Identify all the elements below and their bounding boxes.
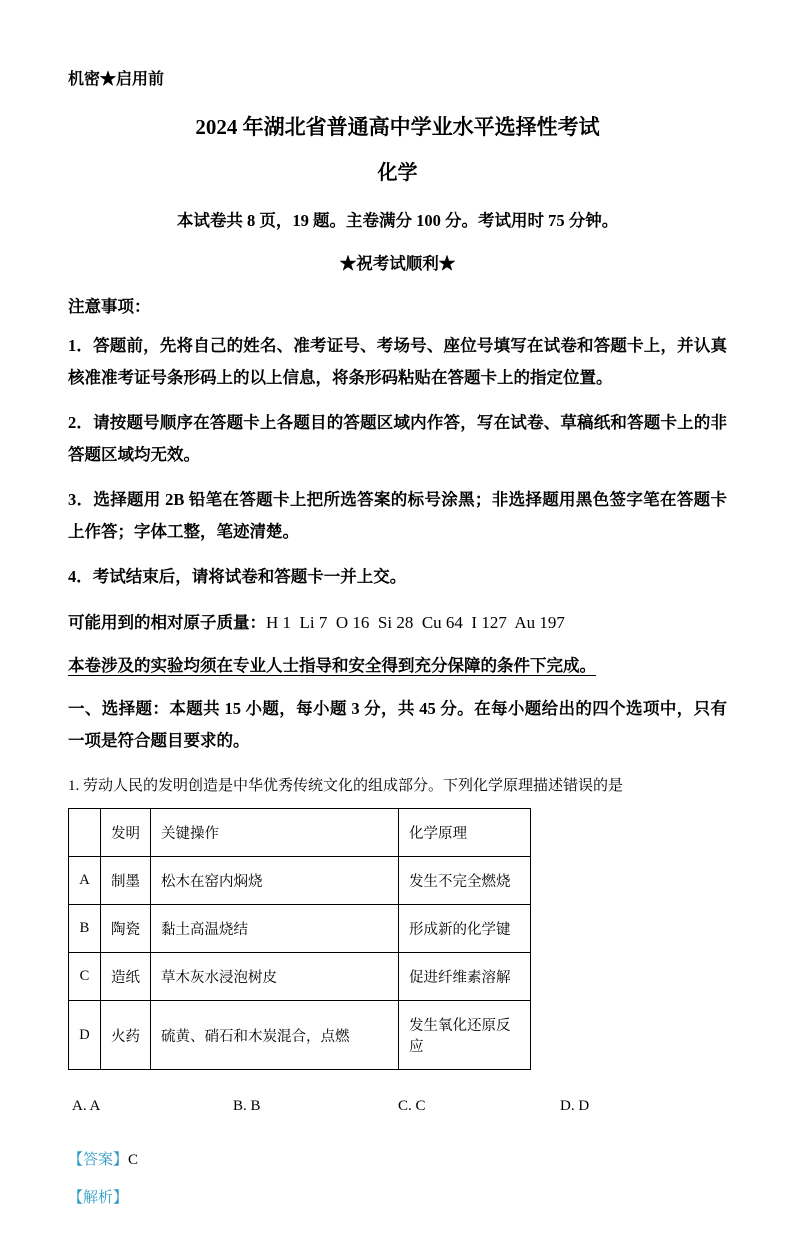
table-header-cell: 关键操作	[151, 809, 399, 857]
table-cell: 造纸	[101, 953, 151, 1001]
table-header-cell: 化学原理	[399, 809, 531, 857]
table-cell: C	[69, 953, 101, 1001]
notice-title: 注意事项：	[68, 297, 151, 316]
table-cell: 草木灰水浸泡树皮	[151, 953, 399, 1001]
table-cell: 松木在窑内焖烧	[151, 857, 399, 905]
option-c: C. C	[398, 1098, 426, 1114]
safety-note: 本卷涉及的实验均须在专业人士指导和安全得到充分保障的条件下完成。	[68, 656, 596, 675]
table-cell: A	[69, 857, 101, 905]
table-cell: 形成新的化学键	[399, 905, 531, 953]
atomic-mass-line	[68, 609, 727, 633]
table-row	[69, 953, 531, 1001]
table-cell: 陶瓷	[101, 905, 151, 953]
table-row	[69, 857, 531, 905]
table-cell: 制墨	[101, 857, 151, 905]
option-a: A. A	[72, 1098, 101, 1114]
table-header-row	[69, 809, 531, 857]
atomic-mass-values: H 1 Li 7 O 16 Si 28 Cu 64 I 127 Au 197	[266, 613, 565, 632]
question-1-stem: 1. 劳动人民的发明创造是中华优秀传统文化的组成部分。下列化学原理描述错误的是	[68, 778, 624, 794]
question-1-table	[68, 808, 531, 1070]
subject-title: 化学	[377, 162, 418, 184]
table-cell: D	[69, 1001, 101, 1070]
table-cell: 黏土高温烧结	[151, 905, 399, 953]
answer-line	[68, 1148, 727, 1169]
answer-label: 【答案】	[68, 1152, 129, 1168]
table-cell: 硫黄、硝石和木炭混合，点燃	[151, 1001, 399, 1070]
section-title: 一、选择题：本题共 15 小题，每小题 3 分，共 45 分。在每小题给出的四个选项中，只有一项是符合题目要求的。	[68, 699, 727, 750]
table-row	[69, 905, 531, 953]
notice-item-3: 3．选择题用 2B 铅笔在答题卡上把所选答案的标号涂黑；非选择题用黑色签字笔在答题卡上作答；字体工整，笔迹清楚。	[68, 490, 727, 541]
exam-wish: ★祝考试顺利★	[339, 254, 456, 273]
table-cell: 发生不完全燃烧	[399, 857, 531, 905]
table-cell: 火药	[101, 1001, 151, 1070]
question-1-options	[68, 1098, 727, 1118]
notice-item-2: 2．请按题号顺序在答题卡上各题目的答题区域内作答，写在试卷、草稿纸和答题卡上的非答题区域均无效。	[68, 413, 727, 464]
table-cell: 发生氧化还原反应	[399, 1001, 531, 1070]
table-cell: 促进纤维素溶解	[399, 953, 531, 1001]
table-cell: B	[69, 905, 101, 953]
classification-marking: 机密★启用前	[68, 71, 165, 88]
analysis-line	[68, 1186, 727, 1207]
notice-item-4: 4．考试结束后，请将试卷和答题卡一并上交。	[68, 567, 407, 586]
option-b: B. B	[233, 1098, 261, 1114]
table-header-cell	[69, 809, 101, 857]
exam-title: 2024 年湖北省普通高中学业水平选择性考试	[195, 115, 600, 139]
exam-info: 本试卷共 8 页，19 题。主卷满分 100 分。考试用时 75 分钟。	[176, 211, 619, 230]
table-header-cell: 发明	[101, 809, 151, 857]
analysis-label: 【解析】	[68, 1190, 129, 1206]
table-row	[69, 1001, 531, 1070]
option-d: D. D	[560, 1098, 590, 1114]
notice-item-1: 1．答题前，先将自己的姓名、准考证号、考场号、座位号填写在试卷和答题卡上，并认真核准准考证号条形码上的以上信息，将条形码粘贴在答题卡上的指定位置。	[68, 336, 727, 387]
answer-value: C	[128, 1152, 139, 1168]
atomic-mass-label: 可能用到的相对原子质量：	[68, 613, 266, 632]
